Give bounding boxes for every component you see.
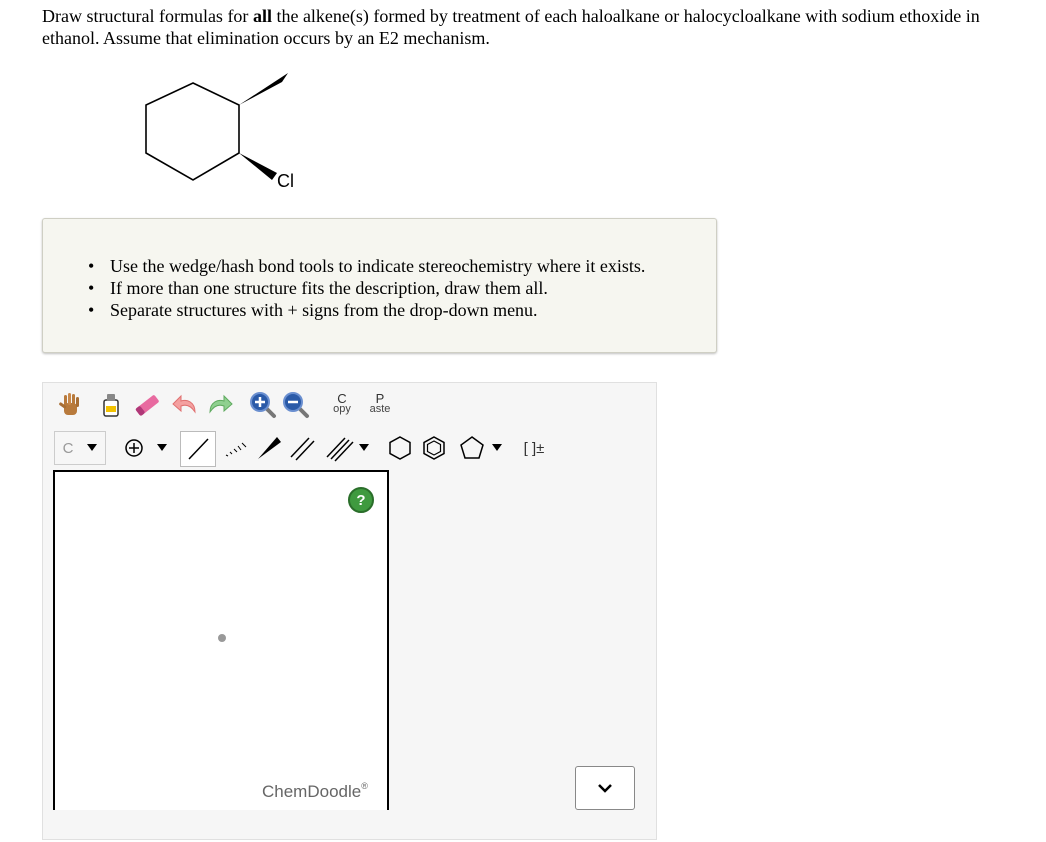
copy-button[interactable] xyxy=(326,387,358,421)
chevron-down-icon xyxy=(157,444,167,452)
molecule-structure xyxy=(138,68,308,198)
redo-icon xyxy=(204,390,234,420)
instruction-item: • Use the wedge/hash bond tools to indicate stereochemistry where it exists. xyxy=(88,256,646,276)
canvas-atom-dot xyxy=(218,634,226,642)
plus-circle-icon xyxy=(123,437,145,459)
chemdoodle-brand: ChemDoodle® xyxy=(262,781,368,801)
question-bold-word: all xyxy=(252,6,272,26)
lasso-tool-button[interactable] xyxy=(94,389,126,421)
question-part1: Draw structural formulas for xyxy=(42,6,253,26)
zoom-out-icon xyxy=(281,390,311,420)
chevron-down-icon xyxy=(597,782,613,794)
chevron-down-icon xyxy=(359,444,369,452)
hand-tool-button[interactable] xyxy=(54,389,86,421)
instructions-box xyxy=(42,218,717,353)
redo-button[interactable] xyxy=(203,389,235,421)
lasso-icon xyxy=(96,390,124,420)
cyclohexane-tool[interactable] xyxy=(384,431,416,465)
instruction-item: • Separate structures with + signs from the drop-down menu. xyxy=(88,300,538,320)
question-text xyxy=(42,5,1032,49)
zoom-out-button[interactable] xyxy=(280,389,312,421)
undo-button[interactable] xyxy=(170,389,202,421)
double-bond-tool[interactable] xyxy=(286,431,318,465)
atom-label: C xyxy=(62,439,74,457)
triple-bond-select[interactable] xyxy=(320,431,374,465)
copy-label: C opy xyxy=(333,391,351,415)
answer-dropdown[interactable] xyxy=(575,766,635,810)
paste-button[interactable] xyxy=(362,387,398,421)
charge-tool-select[interactable] xyxy=(116,431,174,465)
single-bond-icon xyxy=(183,434,213,464)
bracket-tool[interactable] xyxy=(514,431,554,465)
ring-bonds xyxy=(146,83,239,180)
hand-icon xyxy=(56,391,84,419)
ring-template-select[interactable] xyxy=(452,431,508,465)
wedge-bond-icon xyxy=(253,433,283,463)
undo-icon xyxy=(171,390,201,420)
paste-label: P aste xyxy=(369,391,391,415)
cyclopentane-icon xyxy=(458,434,486,462)
double-bond-icon xyxy=(287,433,317,463)
hash-bond-tool[interactable] xyxy=(218,431,250,465)
atom-type-select[interactable] xyxy=(54,431,106,465)
hash-bond-icon xyxy=(219,433,249,463)
cyclohexane-icon xyxy=(386,434,414,462)
eraser-icon xyxy=(131,390,161,420)
chevron-down-icon xyxy=(492,444,502,452)
instructions-list xyxy=(88,255,645,321)
triple-bond-icon xyxy=(325,433,355,463)
wedge-bond-tool[interactable] xyxy=(252,431,284,465)
single-bond-tool[interactable] xyxy=(180,431,216,467)
zoom-in-icon xyxy=(248,390,278,420)
benzene-tool[interactable] xyxy=(418,431,450,465)
zoom-in-button[interactable] xyxy=(247,389,279,421)
instruction-item: • If more than one structure fits the description, draw them all. xyxy=(88,278,548,298)
cl-wedge xyxy=(239,153,277,180)
help-button[interactable]: ? xyxy=(348,487,374,513)
question-part2: the alkene(s) formed by treatment of each haloalkane or halocycloalkane with sodium ethoxide in ethanol. Assume that elimination occurs by an E2 mechanism. xyxy=(42,6,980,48)
chlorine-label: Cl xyxy=(277,171,294,191)
benzene-icon xyxy=(420,434,448,462)
chevron-down-icon xyxy=(87,444,97,452)
methyl-wedge xyxy=(239,73,288,105)
eraser-tool-button[interactable] xyxy=(130,389,162,421)
bracket-label: [ ]± xyxy=(523,439,545,457)
